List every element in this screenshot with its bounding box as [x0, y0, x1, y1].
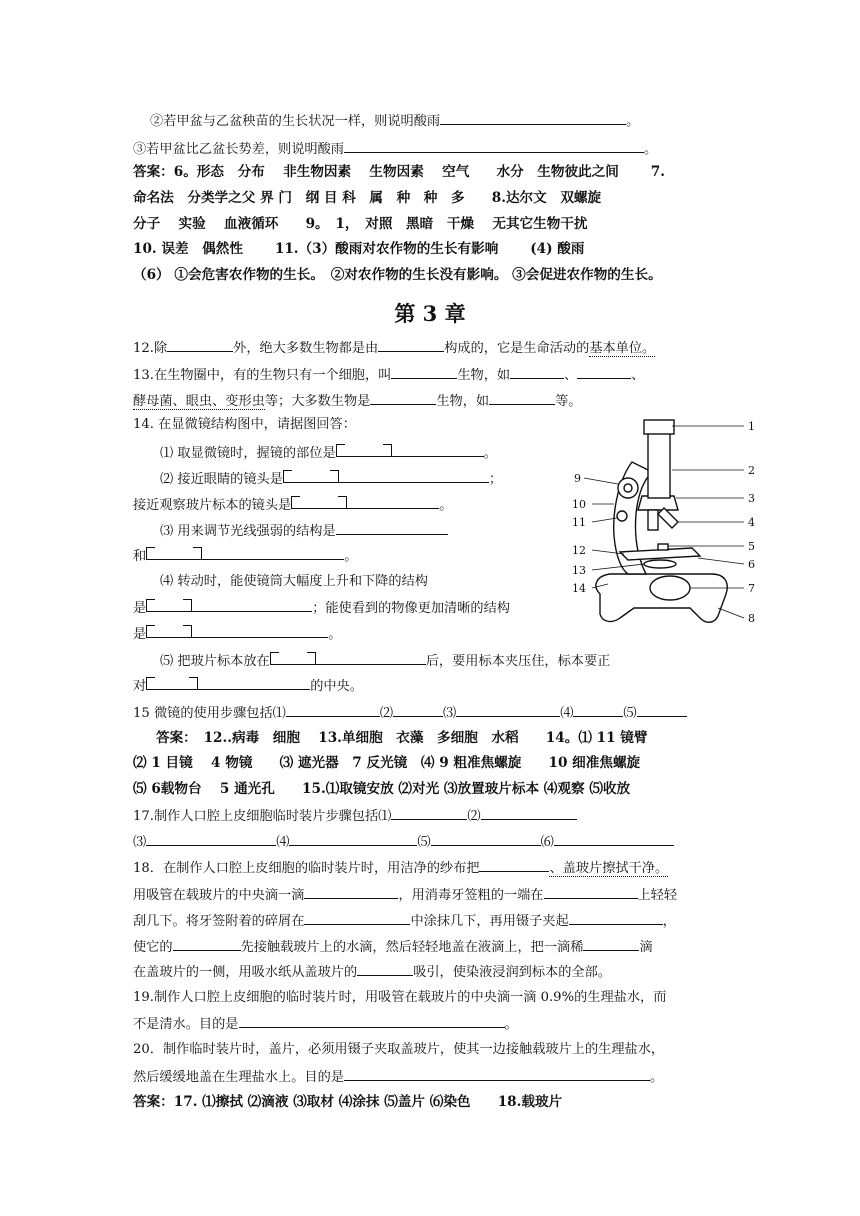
text: 接近观察玻片标本的镜头是 — [133, 498, 292, 513]
label-11: 11 — [572, 516, 586, 529]
text: ⑹ — [540, 835, 554, 850]
bracket-blank[interactable] — [146, 597, 192, 612]
answer-blank[interactable] — [239, 1013, 505, 1028]
text: ⑵ — [467, 809, 481, 824]
answer-blank[interactable] — [577, 364, 631, 379]
answer-blank[interactable] — [339, 468, 489, 483]
q10-line-3 — [133, 138, 657, 160]
question-14-part-4c — [133, 623, 341, 645]
answer-line: 答案：17. ⑴擦拭 ⑵滴液 ⑶取材 ⑷涂抹 ⑸盖片 ⑹染色 18.载玻片 — [133, 1094, 563, 1110]
answer-blank[interactable] — [304, 884, 398, 899]
answer-blank[interactable] — [336, 520, 448, 535]
label-2: 2 — [748, 464, 755, 477]
answer-blank[interactable] — [316, 650, 426, 665]
text: 。 — [328, 627, 342, 642]
text: 15 微镜的使用步骤包括⑴ — [133, 706, 286, 721]
chapter-title: 第 3 章 — [394, 301, 466, 326]
text: 外，绝大多数生物都是由 — [233, 341, 379, 356]
label-8: 8 — [748, 612, 755, 625]
answer-line: ⑸ 6载物台 5 通光孔 15.⑴取镜安放 ⑵对光 ⑶放置玻片标本 ⑷观察 ⑸收放 — [133, 781, 631, 797]
leader-line — [718, 608, 744, 618]
answer-blank[interactable] — [510, 364, 564, 379]
text: ⑶ — [443, 706, 457, 721]
label-13: 13 — [572, 564, 586, 577]
leader-line — [698, 558, 744, 564]
question-14-part-5b — [133, 675, 363, 697]
diaphragm — [644, 560, 676, 568]
text: 。 — [626, 114, 640, 129]
question-18-line-4 — [133, 936, 653, 958]
label-5: 5 — [748, 540, 755, 553]
text: ⑸ — [417, 835, 431, 850]
bracket-blank[interactable] — [146, 623, 192, 638]
label-9: 9 — [574, 472, 581, 485]
question-18-line-2 — [133, 884, 677, 906]
text: 基本单位。 — [589, 341, 656, 356]
answer-blank[interactable] — [583, 936, 639, 951]
question-13-line-1 — [133, 364, 644, 386]
question-14-part-2a — [160, 468, 502, 490]
question-14-part-4a: ⑷ 转动时，能使镜筒大幅度上升和下降的结构 — [160, 574, 428, 589]
answer-blank[interactable] — [344, 1066, 650, 1081]
answer-blank[interactable] — [173, 936, 241, 951]
answer-blank[interactable] — [304, 910, 410, 925]
label-3: 3 — [748, 492, 755, 505]
text: ②若甲盆与乙盆秧苗的生长状况一样，则说明酸雨 — [150, 114, 441, 129]
text: 酵母菌、眼虫、变形虫 — [133, 394, 265, 409]
text: ⑵ 接近眼睛的镜头是 — [160, 472, 283, 487]
text: 是 — [133, 601, 147, 616]
bracket-blank[interactable] — [336, 442, 392, 457]
label-10: 10 — [572, 498, 586, 511]
answer-blank[interactable] — [192, 597, 312, 612]
label-4: 4 — [748, 516, 755, 529]
text: 生物，如 — [436, 394, 490, 409]
leader-line — [584, 478, 618, 484]
answer-blank[interactable] — [370, 390, 436, 405]
question-17-line-1 — [133, 805, 577, 827]
text: ⑸ 把玻片标本放在 — [160, 654, 270, 669]
answer-blank[interactable] — [393, 702, 443, 717]
question-20-line-1: 20．制作临时装片时，盖片，必须用镊子夹取盖玻片，使其一边接触载玻片上的生理盐水， — [133, 1042, 665, 1057]
answer-blank[interactable] — [456, 702, 560, 717]
text: 。 — [650, 1070, 664, 1085]
fine-knob — [617, 511, 627, 521]
answer-blank[interactable] — [391, 364, 457, 379]
answer-line: 10. 误差 偶然性 11.（3）酸雨对农作物的生长有影响 (4) 酸雨 — [133, 241, 585, 257]
text: 。 — [483, 446, 497, 461]
text: 使它的 — [133, 940, 173, 955]
text: 和 — [133, 549, 147, 564]
text: ；能使看到的物像更加清晰的结构 — [312, 601, 510, 616]
question-18-line-3 — [133, 910, 676, 932]
label-7: 7 — [748, 582, 755, 595]
answer-blank[interactable] — [392, 442, 484, 457]
answer-blank[interactable] — [357, 961, 413, 976]
text: 用吸管在载玻片的中央滴一滴 — [133, 888, 305, 903]
answer-blank[interactable] — [489, 390, 555, 405]
answer-blank[interactable] — [554, 831, 674, 846]
eyepiece — [644, 420, 674, 434]
bracket-blank[interactable] — [270, 650, 316, 665]
coarse-knob-center — [624, 484, 632, 492]
label-14: 14 — [572, 582, 586, 595]
question-13-line-2 — [133, 390, 582, 412]
microscope-figure — [562, 418, 772, 632]
text: 、盖玻片擦拭干净。 — [549, 861, 669, 876]
label-12: 12 — [572, 544, 586, 557]
text: 12.除 — [133, 341, 168, 356]
text: ⑸ — [623, 706, 637, 721]
stage-clip — [658, 544, 668, 550]
text: 是 — [133, 627, 147, 642]
text: 。 — [504, 1017, 518, 1032]
mirror — [650, 576, 690, 600]
text: 等；大多数生物是 — [264, 394, 371, 409]
text: 。 — [644, 142, 658, 157]
text: 然后缓缓地盖在生理盐水上。目的是 — [133, 1070, 344, 1085]
bracket-blank[interactable] — [283, 468, 339, 483]
answer-line: （6） ①会危害农作物的生长。 ②对农作物的生长没有影响。 ③会促进农作物的生长。 — [133, 267, 662, 283]
question-18-line-1 — [133, 857, 668, 879]
question-18-line-5 — [133, 961, 611, 983]
label-6: 6 — [748, 558, 755, 571]
text: 18．在制作人口腔上皮细胞的临时装片时，用洁净的纱布把 — [133, 861, 480, 876]
q10-line-2 — [150, 110, 639, 132]
text: 、 — [564, 368, 578, 383]
answer-line: 命名法 分类学之父 界 门 纲 目 科 属 种 种 多 8.达尔文 双螺旋 — [133, 190, 602, 206]
answer-blank[interactable] — [391, 805, 467, 820]
question-14-part-1 — [160, 442, 497, 464]
text: ，用消毒牙签粗的一端在 — [398, 888, 544, 903]
text: 后，要用标本夹压住，标本要正 — [425, 654, 611, 669]
answer-blank[interactable] — [481, 805, 577, 820]
text: 刮几下。将牙签附着的碎屑在 — [133, 914, 305, 929]
answer-line: ⑵ 1 目镜 4 物镜 ⑶ 遮光器 7 反光镜 ⑷ 9 粗准焦螺旋 10 细准焦螺旋 — [133, 755, 641, 771]
text: 在盖玻片的一侧，用吸水纸从盖玻片的 — [133, 965, 358, 980]
answer-blank[interactable] — [479, 857, 549, 872]
text: ⑴ 取显微镜时，握镜的部位是 — [160, 446, 336, 461]
answer-blank[interactable] — [344, 138, 644, 153]
question-19-line-2 — [133, 1013, 518, 1035]
question-17-line-2 — [133, 831, 674, 853]
question-20-line-2 — [133, 1066, 663, 1088]
question-12 — [133, 337, 655, 359]
question-15 — [133, 702, 687, 724]
question-14-part-2b — [133, 494, 452, 516]
answer-blank[interactable] — [198, 675, 310, 690]
question-14-part-3a — [160, 520, 448, 542]
text: 上轻轻 — [637, 888, 678, 903]
text: 。 — [439, 498, 453, 513]
text: 滴 — [639, 940, 653, 955]
text: 不是清水。目的是 — [133, 1017, 239, 1032]
text: 的中央。 — [310, 679, 363, 694]
text: 、 — [631, 368, 645, 383]
text: 13.在生物圈中，有的生物只有一个细胞，叫 — [133, 368, 392, 383]
answer-blank[interactable] — [192, 623, 328, 638]
text: ， — [662, 914, 676, 929]
label-1: 1 — [748, 420, 755, 433]
bracket-blank[interactable] — [146, 545, 202, 560]
body-tube — [648, 426, 670, 498]
text: ； — [488, 472, 503, 487]
objective — [658, 508, 678, 528]
question-14-part-5a — [160, 650, 610, 672]
answer-blank[interactable] — [286, 702, 380, 717]
answer-blank[interactable] — [569, 910, 663, 925]
bracket-blank[interactable] — [291, 494, 347, 509]
text: 先接触载玻片上的水滴，然后轻轻地盖在液滴上，把一滴稀 — [240, 940, 584, 955]
answer-blank[interactable] — [347, 494, 439, 509]
text: ⑵ — [379, 706, 394, 721]
text: 等。 — [555, 394, 582, 409]
text: 吸引，使染液浸润到标本的全部。 — [413, 965, 611, 980]
question-14-part-4b — [133, 597, 510, 619]
answer-blank[interactable] — [289, 831, 417, 846]
text: 构成的，它是生命活动的 — [444, 341, 590, 356]
text: ⑶ 用来调节光线强弱的结构是 — [160, 524, 336, 539]
question-14-part-3b — [133, 545, 357, 567]
question-14-intro: 14. 在显微镜结构图中，请据图回答： — [133, 417, 356, 432]
answer-blank[interactable] — [637, 702, 687, 717]
answer-blank[interactable] — [202, 545, 344, 560]
text: 对 — [133, 679, 147, 694]
text: ⑷ — [276, 835, 290, 850]
question-19-line-1: 19.制作人口腔上皮细胞的临时装片时，用吸管在载玻片的中央滴一滴 0.9%的生理盐水，而 — [133, 990, 667, 1005]
answer-blank[interactable] — [440, 110, 626, 125]
text: 。 — [344, 549, 358, 564]
answer-blank[interactable] — [378, 337, 444, 352]
answer-blank[interactable] — [167, 337, 233, 352]
objective — [648, 510, 658, 530]
text: ③若甲盆比乙盆长势差，则说明酸雨 — [133, 142, 344, 157]
answer-line: 答案： 12..病毒 细胞 13.单细胞 衣藻 多细胞 水稻 14。⑴ 11 镜臂 — [156, 730, 648, 746]
text: ⑶ — [133, 835, 147, 850]
answer-line: 答案：6。形态 分布 非生物因素 生物因素 空气 水分 生物彼此之间 7. — [133, 164, 665, 180]
bracket-blank[interactable] — [146, 675, 198, 690]
answer-blank[interactable] — [544, 884, 638, 899]
answer-blank[interactable] — [573, 702, 623, 717]
text: 17.制作人口腔上皮细胞临时装片步骤包括⑴ — [133, 809, 392, 824]
answer-line: 分子 实验 血液循环 9。 1， 对照 黑暗 干燥 无其它生物干扰 — [133, 216, 588, 232]
answer-blank[interactable] — [146, 831, 276, 846]
text: 中涂抹几下，再用镊子夹起 — [410, 914, 569, 929]
text: ⑷ — [560, 706, 574, 721]
answer-blank[interactable] — [431, 831, 541, 846]
text: 生物，如 — [457, 368, 511, 383]
